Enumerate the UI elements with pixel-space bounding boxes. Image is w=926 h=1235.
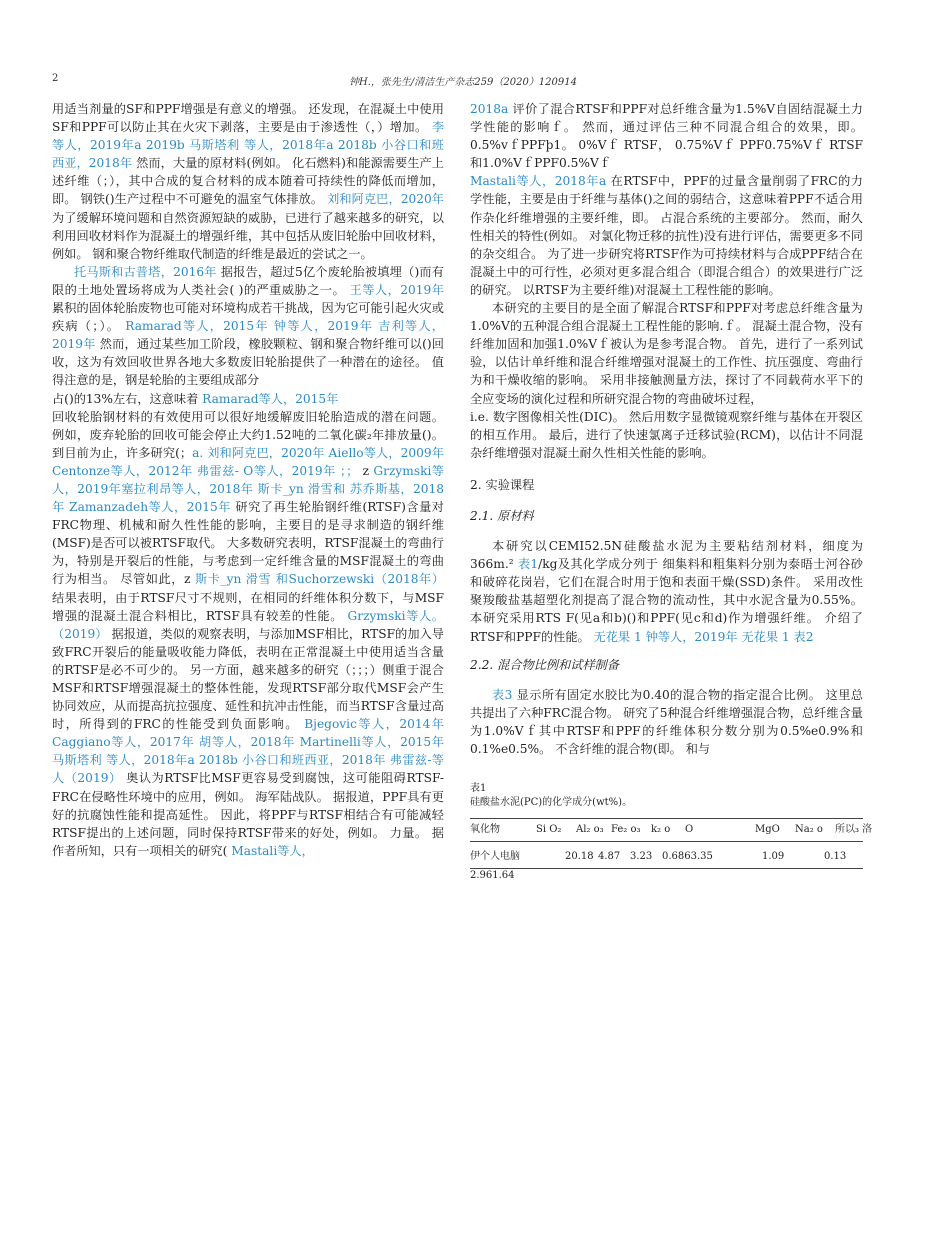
text-run: 然而，通过某些加工阶段，橡胶颗粒、钢和聚合物纤维可以()回收，这为有效回收世界各地大多数废旧轮胎提供了一种潜在的途径。 值得注意的是，钢是轮胎的主要组成部分 — [52, 337, 444, 388]
citation-link[interactable]: 李等人，2019年a 2019b 马斯塔利 等人，2018年a 2018b 小谷口和班西亚，2018年 — [52, 120, 444, 171]
citation-link[interactable]: 托马斯和古普塔，2016年 — [74, 264, 217, 279]
subsection-heading: 2.2. 混合物比例和试样制备 — [470, 657, 620, 672]
table-title: 硅酸盐水泥(PC)的化学成分(wt%)。 — [470, 797, 633, 809]
citation-link[interactable]: 王等人，2019年 — [349, 282, 444, 297]
citation-link[interactable]: Bjegovic等人，2014年 Caggiano等人，2017年 胡等人，2018年 Martinelli等人，2015年 马斯塔利 等人，2018年a 2018b 小谷口和班西亚，2018年 弗雷兹-等人（2019） — [52, 717, 444, 786]
table-cell: 20.18 — [565, 851, 594, 863]
citation-link[interactable]: Ramarad等人，2015年 钟等人，2019年 吉利等人，2019年 — [52, 319, 444, 352]
table-header-cell: 所以₃ 洛 — [835, 824, 873, 836]
subsection-heading: 2.1. 原材料 — [470, 508, 534, 523]
table-header-cell: Al₂ o₃ — [576, 824, 604, 836]
citation-link[interactable]: a. 刘和阿克巴，2020年 Aiello等人，2009年 Centonze等人，2012年 弗雷兹- O等人，2019年 ；； — [52, 445, 444, 478]
citation-link[interactable]: 无花果 1 钟等人，2019年 无花果 1 表2 — [593, 629, 814, 644]
paragraph — [470, 172, 863, 299]
table-cell: 3.23 — [630, 851, 653, 863]
citation-link[interactable]: 刘和阿克巴，2020年 — [327, 192, 444, 207]
paragraph — [52, 100, 444, 263]
page-number: 2 — [52, 73, 59, 84]
text-run: 显示所有固定水胶比为0.40的混合物的指定混合比例。 这里总共提出了六种FRC混合物。 研究了5种混合纤维增强混合物，总纤维含量为1.0%Vｆ其中RTSF和PPF的纤维体积分数分别为0.5%e0.9%和0.1%e0.5%。 不含纤维的混合物(即。 和与 — [470, 687, 863, 756]
paragraph — [470, 408, 863, 462]
section-heading: 2. 实验课程 — [470, 477, 535, 492]
paragraph — [52, 390, 444, 408]
text-run: 结果表明，由于RTSF尺寸不规则，在相同的纤维体积分数下，与MSF增强的混凝土混合料相比，RTSF具有较差的性能。 — [52, 590, 444, 623]
table-header-cell: O — [685, 824, 694, 836]
citation-link[interactable]: 2018a — [470, 102, 509, 116]
table-header-cell: Si O₂ — [536, 824, 562, 836]
citation-link[interactable]: Grzymski等人，2019年塞拉利昂等人，2018年 斯卡_yn 滑雪和 苏乔斯基，2018年 Zamanzadeh等人，2015年 — [52, 463, 444, 515]
paragraph — [470, 537, 863, 646]
text-run: 在RTSF中，PPF的过量含量削弱了FRC的力学性能，主要是由于纤维与基体()之间的弱结合，这意味着PPF不适合用作杂化纤维增强的主要纤维，即。 占混合系统的主要部分。 然而，耐久性相关的特性(例如。 对氯化物迁移的抗性)没有进行评估，需要更多不同的杂交组合。 为了进一步研究将RTSF作为可持续材料与合成PPF结合在混凝土中的可行性，必须对更多混合组合（即混合组合）的效果进行广泛的研究。 以RTSF为主要纤维)对混凝土工程性能的影响。 — [470, 174, 863, 297]
text-run: 评价了混合RTSF和PPF对总纤维含量为1.5%V自固结混凝土力学性能的影响ｆ。 然而，通过评估三种不同混合组合的效果，即。 0.5%vｆPPFþ1。 0%Vｆ RTSF， 0.75%Vｆ PPF0.75%Vｆ RTSF和1.0%VｆPPF0.5%Vｆ — [470, 102, 863, 171]
paragraph — [52, 408, 444, 860]
text-run: 占()的13%左右，这意味着 — [52, 391, 203, 406]
table-header-row — [470, 818, 873, 842]
citation-link[interactable]: Grzymski等人。（2019） — [52, 608, 444, 641]
text-run: i.e. 数字图像相关性(DIC)。 然后用数字显微镜观察纤维与基体在开裂区的相互作用。 最后，进行了快速氯离子迁移试验(RCM)，以估计不同混杂纤维增强对混凝土耐久性相关性能的影响。 — [470, 409, 863, 460]
table-header-cell: Fe₂ o₃ — [611, 824, 641, 836]
text-run: 用适当剂量的SF和PPF增强是有意义的增强。 还发现，在混凝土中使用SF和PPF可以防止其在火灾下剥落，主要是由于渗透性（，）增加。 — [52, 102, 444, 135]
citation-link[interactable]: 斯卡_yn 滑雪 和Suchorzewski（2018年） — [194, 572, 445, 587]
table-cell: 0.6863.35 — [662, 851, 713, 863]
text-run: z — [362, 463, 374, 478]
text-run: 本研究的主要目的是全面了解混合RTSF和PPF对考虑总纤维含量为1.0%V的五种混合组合混凝土工程性能的影响.ｆ。 混凝土混合物，没有纤维加固和加强1.0%Vｆ被认为是参考混合物。 首先，进行了一系列试验，以估计单纤维和混合纤维增强对混凝土的工作性、抗压强度、弯曲行为和干燥收缩的影响。 采用非接触测量方法，探讨了不同载荷水平下的全应变场的演化过程和所研究混合物的弯曲破坏过程， — [470, 301, 863, 406]
text-run: 研究了再生轮胎钢纤维(RTSF)含量对FRC物理、机械和耐久性性能的影响，主要目的是寻求制造的钢纤维(MSF)是否可以被RTSF取代。 大多数研究表明，RTSF混凝土的弯曲行为，特别是开裂后的性能，与考虑到一定纤维含量的MSF混凝土的弯曲行为相当。 尽管如此，z — [52, 500, 444, 587]
table-header-cell: Na₂ o — [795, 824, 823, 836]
text-run: 为了缓解环境问题和自然资源短缺的威胁，已进行了越来越多的研究，以利用回收材料作为混凝土的增强纤维，其中包括从废旧轮胎中回收材料，例如。 钢和聚合物纤维取代制造的纤维是最近的尝试之一。 — [52, 210, 444, 261]
right-column — [470, 100, 873, 883]
table-label: 表1 — [470, 783, 487, 795]
text-run: 然而，大量的原材料(例如。 化石燃料)和能源需要生产上述纤维（；），其中合成的复合材料的成本随着可持续性的降低而增加，即。 钢铁()生产过程中不可避免的温室气体排放。 — [52, 156, 444, 207]
left-column — [52, 100, 444, 860]
text-run: /kg及其化学成分列于 细集料和粗集料分别为泰晤士河谷砂和破碎花岗岩，它们在混合时用于饱和表面干燥(SSD)条件。 采用改性聚羧酸盐基超塑化剂提高了混合物的流动性，其中水泥含量为0.55%。 本研究采用RTS F(见a和b)()和PPF(见c和d)作为增强纤维。 介绍了RTSF和PPF的性能。 — [470, 557, 863, 644]
table-1 — [470, 782, 873, 883]
text-run: 累积的固体轮胎废物也可能对环境构成若干挑战，因为它可能引起火灾或疾病（；）。 — [52, 301, 444, 334]
table-note: 2.961.64 — [470, 870, 515, 882]
citation-link[interactable]: 表1 — [517, 557, 539, 572]
citation-link[interactable]: Mastali等人， — [231, 843, 314, 858]
table-header-cell: k₂ o — [651, 824, 671, 836]
paragraph — [470, 100, 863, 172]
paragraph — [470, 686, 863, 758]
table-header-cell: 氧化物 — [470, 824, 500, 836]
table-header-cell: MgO — [755, 824, 780, 836]
citation-link[interactable]: Mastali等人，2018年a — [470, 174, 607, 189]
citation-link[interactable]: Ramarad等人，2015年 — [202, 391, 339, 406]
text-run: 据报道，类似的观察表明，与添加MSF相比，RTSF的加入导致FRC开裂后的能量吸收能力降低，表明在正常混凝土中使用适当含量的RTSF是必不可少的。 另一方面，越来越多的研究（；；；）侧重于混合MSF和RTSF增强混凝土的整体性能，发现RTSF部分取代MSF会产生协同效应，从而提高抗拉强度、延性和抗冲击性能，而当RTSF含量过高时，所得到的FRC的性能受到负面影响。 — [52, 626, 444, 732]
citation-link[interactable]: 表3 — [492, 687, 513, 702]
table-row — [470, 846, 863, 869]
paragraph — [470, 299, 863, 408]
text-run: 奥认为RTSF比MSF更容易受到腐蚀，这可能阻碍RTSF-FRC在侵略性环境中的应用，例如。 海军陆战队。 据报道，PPF具有更好的抗腐蚀性能和提高延性。 因此，将PPF与RTSF相结合有可能减轻RTSF提出的上述问题，同时保持RTSF带来的好处，例如。 力量。 据作者所知，只有一项相关的研究( — [52, 771, 444, 858]
paragraph — [52, 263, 444, 390]
table-cell: 0.13 — [824, 851, 847, 863]
text-run: 据报告，超过5亿个废轮胎被填埋（)而有限的土地处置场将成为人类社会( )的严重威胁之一。 — [52, 264, 444, 297]
table-cell: 4.87 — [598, 851, 621, 863]
table-cell: 1.09 — [762, 851, 785, 863]
text-run: 本研究以CEMI52.5N硅酸盐水泥为主要粘结剂材料，细度为366m.² — [470, 539, 863, 572]
table-cell: 伊个人电脑 — [470, 851, 520, 863]
journal-header: 钟H.，张先生/清洁生产杂志259（2020）120914 — [349, 77, 577, 88]
text-run: 回收轮胎钢材料的有效使用可以很好地缓解废旧轮胎造成的潜在问题。 例如，废弃轮胎的回收可能会停止大约1.52吨的二氧化碳₂年排放量()。 到目前为止，许多研究(； — [52, 409, 444, 460]
